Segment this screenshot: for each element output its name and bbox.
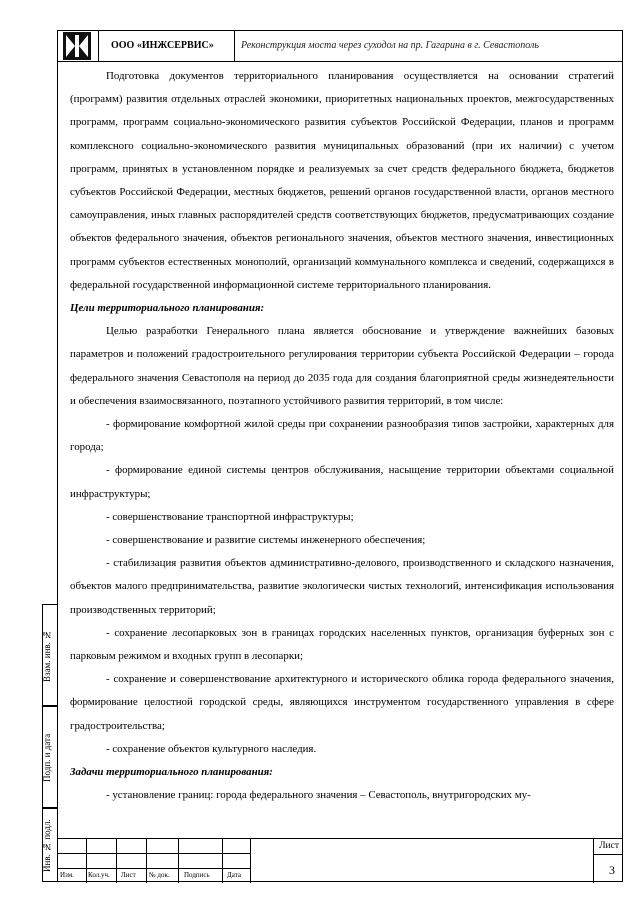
list-item: - сохранение объектов культурного наследия. — [106, 742, 317, 755]
paragraph-3: - установление границ: города федерального значения – Севастополь, внутригородских му- — [106, 789, 531, 802]
stamp-col-data: Дата — [227, 871, 241, 879]
title-block — [57, 838, 623, 882]
paragraph-1: Подготовка документов территориального планирования осуществляется на основании стратегий (программ) развития отдельных отраслей экономики, приоритетных национальных проектов, межгосударственных программ, программ социально-экономического развития субъектов Российской Федерации, планов и программ комплексного социально-экономического развития муниципальных образований (при их наличии) с учетом программ, принятых в установленном порядке и реализуемых за счет средств федерального бюджета, бюджетов субъектов Российской Федерации, местных бюджетов, решений органов государственной власти, органов местного самоуправления, иных главных распорядителей средств соответствующих бюджетов, предусматривающих создание объектов федерального значения, объектов регионального значения, объектов местного значения, инвестиционных программ субъектов естественных монополий, организаций коммунального комплекса и сведений, содержащихся в федеральной государственной информационной системе территориального планирования. — [70, 70, 614, 291]
side-box-podp — [42, 706, 57, 808]
project-title: Реконструкция моста через суходол на пр. Гагарина в г. Севастополь — [241, 40, 539, 51]
list-item: - стабилизация развития объектов административно-делового, производственного и складского назначения, объектов малого предпринимательства, развитие экологически чистых технологий, интенсификация использования производственных территорий; — [70, 557, 614, 616]
company-name: ООО «ИНЖСЕРВИС» — [111, 40, 214, 51]
list-item: - формирование единой системы центров обслуживания, насыщение территории объектами социальной инфраструктуры; — [70, 464, 614, 500]
stamp-col-podpis: Подпись — [184, 871, 210, 879]
stamp-col-ndok: № док. — [149, 871, 170, 879]
list-item: - совершенствование транспортной инфраструктуры; — [106, 510, 354, 523]
company-logo-icon — [63, 32, 91, 60]
heading-goals: Цели территориального планирования: — [70, 302, 265, 315]
side-label-inv: Инв. № подл. — [42, 819, 52, 873]
paragraph-2: Целью разработки Генерального плана является обоснование и утверждение важнейших базовых параметров и положений градостроительного регулирования территории субъекта Российской Федерации – города федерального значения Севастополя на период до 2035 года для создания благоприятной среды жизнедеятельности и обеспечения взаимосвязанного, поэтапного устойчивого развития территорий, в том числе: — [70, 325, 614, 407]
page-header — [57, 30, 623, 62]
sheet-number: 3 — [609, 863, 615, 877]
heading-tasks: Задачи территориального планирования: — [70, 766, 273, 779]
side-box-vzam — [42, 604, 57, 706]
list-item: - совершенствование и развитие системы инженерного обеспечения; — [106, 534, 426, 547]
stamp-col-izm: Изм. — [60, 871, 74, 879]
list-item: - формирование комфортной жилой среды при сохранении разнообразия типов застройки, характерных для города; — [70, 418, 614, 454]
side-label-vzam: Взам. инв. № — [42, 629, 52, 683]
side-label-podp: Подп. и дата — [42, 733, 52, 783]
stamp-col-list: Лист — [121, 871, 136, 879]
list-item: - сохранение и совершенствование архитектурного и исторического облика города федерального значения, формирование целостной городской среды, являющихся инструментом государственного управления в сфере градостроительства; — [70, 673, 614, 732]
side-box-inv — [42, 808, 57, 882]
stamp-col-koluch: Кол.уч. — [88, 871, 110, 879]
sheet-label: Лист — [599, 841, 619, 851]
document-body — [70, 65, 614, 808]
list-item: - сохранение лесопарковых зон в границах городских населенных пунктов, организация буферных зон с парковым режимом и входных групп в лесопарки; — [70, 626, 614, 663]
